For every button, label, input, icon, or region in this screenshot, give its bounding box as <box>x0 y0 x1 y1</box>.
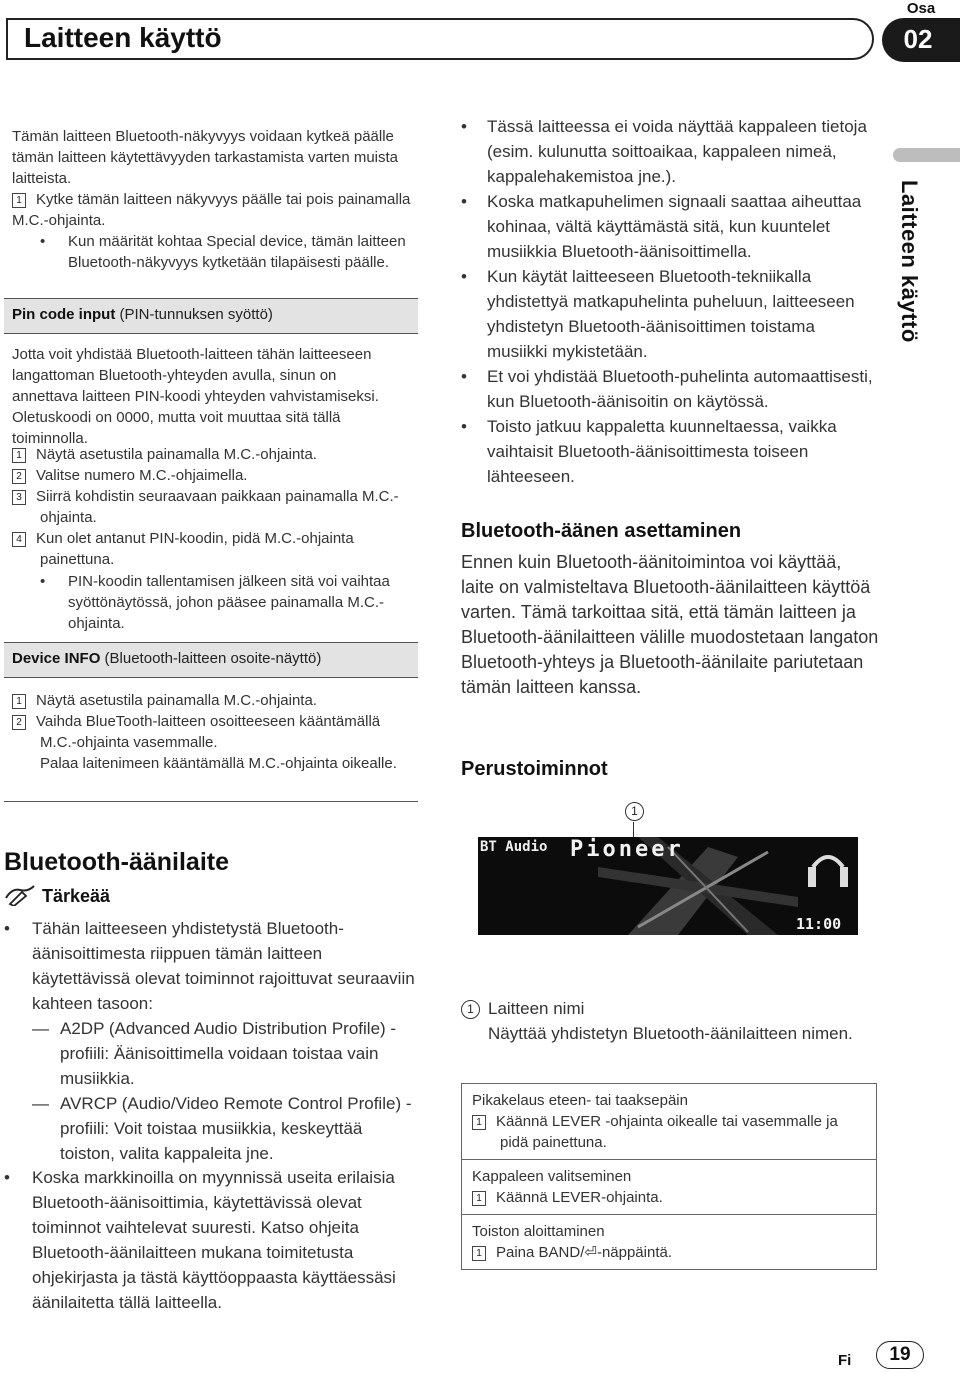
step-number: 1 <box>12 694 26 709</box>
settings-heading: Bluetooth-äänen asettaminen <box>461 520 742 542</box>
list-item <box>461 114 879 189</box>
pin-steps <box>12 444 412 570</box>
chapter-number: 02 <box>903 24 933 54</box>
bullet-dot: • <box>461 117 467 136</box>
step-text: Käännä LEVER-ohjainta. <box>496 1189 663 1206</box>
bullet-dot: • <box>4 1168 10 1187</box>
device-steps <box>12 690 402 774</box>
bullet-dot: • <box>461 367 467 386</box>
operation-title: Kappaleen valitseminen <box>472 1168 632 1185</box>
bullet-text: Et voi yhdistää Bluetooth-puhelinta automaattisesti, kun Bluetooth-äänisoitin on käytössä. <box>487 367 873 411</box>
step-number: 4 <box>12 532 26 547</box>
operations-box <box>461 1083 877 1270</box>
bullet-dot: • <box>4 919 10 938</box>
pin-step <box>12 528 412 570</box>
step-text: Kun olet antanut PIN-koodin, pidä M.C.-ohjainta painettuna. <box>36 530 354 568</box>
operation-select-track <box>462 1160 876 1215</box>
bullet-text: Kun käytät laitteeseen Bluetooth-tekniikalla yhdistettyä matkapuhelinta puheluun, laitteeseen yhdistetyn Bluetooth-äänisoittimen toistama musiikki mykistetään. <box>487 267 855 361</box>
bullet-dot: • <box>40 573 46 590</box>
pin-note <box>40 571 410 634</box>
device-heading-bold: Device INFO <box>12 650 101 667</box>
side-tab-bar <box>893 148 960 162</box>
pin-code-section-header <box>4 298 418 334</box>
list-item <box>461 264 879 364</box>
step-number: 2 <box>12 715 26 730</box>
visibility-intro: Tämän laitteen Bluetooth-näkyvyys voidaan kytkeä päälle tämän laitteen käytettävyyden tarkastamista varten muista laitteista. <box>12 128 399 187</box>
device-step-extra: Palaa laitenimeen kääntämällä M.C.-ohjainta oikealle. <box>40 755 397 772</box>
callout-leader <box>633 822 634 838</box>
basic-operations-heading: Perustoiminnot <box>461 758 608 780</box>
audio-bullet-1 <box>4 916 416 1016</box>
pin-body: Jotta voit yhdistää Bluetooth-laitteen tähän laitteeseen langattoman Bluetooth-yhteyden avulla, sinun on annettava laitteen PIN-koodi yhteyden vahvistamiseksi. Oletuskoodi on 0000, mutta voit muuttaa sitä tällä toiminnolla. <box>12 346 379 447</box>
operation-step <box>472 1187 866 1208</box>
step-number: 1 <box>472 1115 486 1130</box>
audio-device-heading: Bluetooth-äänilaite <box>4 848 230 876</box>
step-number: 1 <box>472 1191 486 1206</box>
step-text: Näytä asetustila painamalla M.C.-ohjainta. <box>36 446 317 463</box>
operation-step <box>472 1242 866 1263</box>
important-icon <box>4 884 36 906</box>
bullet-dot: • <box>461 192 467 211</box>
legend-title: Laitteen nimi <box>488 999 585 1018</box>
bullet-text: Koska matkapuhelimen signaali saattaa aiheuttaa kohinaa, vältä käyttämästä sitä, kun kuuntelet musiikkia Bluetooth-äänisoittimella. <box>487 192 862 261</box>
step-number: 3 <box>12 490 26 505</box>
side-tab-label: Laitteen käyttö <box>897 180 922 343</box>
list-item <box>461 414 879 489</box>
step-text: Näytä asetustila painamalla M.C.-ohjainta. <box>36 692 317 709</box>
step-text: Kytke tämän laitteen näkyvyys päälle tai pois painamalla M.C.-ohjainta. <box>12 191 411 229</box>
step-number: 1 <box>472 1246 486 1261</box>
step-number: 1 <box>12 193 26 208</box>
list-item <box>461 364 879 414</box>
pin-step <box>12 465 412 486</box>
step-text: Vaihda BlueTooth-laitteen osoitteeseen kääntämällä M.C.-ohjainta vasemmalle. <box>36 713 381 751</box>
bullet-dot: • <box>461 267 467 286</box>
dash-marker: — <box>32 1094 49 1113</box>
note-text: Kun määrität kohtaa Special device, tämän laitteen Bluetooth-näkyvyys kytketään tilapäisesti päälle. <box>68 233 406 271</box>
step-text: Käännä LEVER -ohjainta oikealle tai vasemmalle ja pidä painettuna. <box>496 1113 838 1151</box>
bullet-dot: • <box>461 417 467 436</box>
bullet-text: Tässä laitteessa ei voida näyttää kappaleen tietoja (esim. kulunutta soittoaikaa, kappaleen nimeä, kappalehakemistoa jne.). <box>487 117 867 186</box>
step-number: 2 <box>12 469 26 484</box>
bullet-dot: • <box>40 233 46 250</box>
step-text: Valitse numero M.C.-ohjaimella. <box>36 467 248 484</box>
section-divider <box>4 801 418 802</box>
profile-text: A2DP (Advanced Audio Distribution Profile) -profiili: Äänisoittimella voidaan toistaa vain musiikkia. <box>60 1019 397 1088</box>
display-device-name: Pioneer <box>570 837 684 862</box>
callout-marker: 1 <box>625 802 644 821</box>
page-number: 19 <box>876 1341 924 1369</box>
operation-title: Toiston aloittaminen <box>472 1223 605 1240</box>
device-heading-rest: (Bluetooth-laitteen osoite-näyttö) <box>100 650 322 667</box>
visibility-note <box>40 231 410 273</box>
pin-heading-bold: Pin code input <box>12 306 116 323</box>
step-text: Siirrä kohdistin seuraavaan paikkaan painamalla M.C.-ohjainta. <box>36 488 399 526</box>
display-clock: 11:00 <box>796 915 842 933</box>
operation-start-playback <box>462 1215 876 1269</box>
legend-item <box>461 996 879 1046</box>
note-text: PIN-koodin tallentamisen jälkeen sitä voi vaihtaa syöttönäytössä, johon pääsee painamalla M.C.-ohjainta. <box>68 573 390 632</box>
pin-step <box>12 444 412 465</box>
pin-step <box>12 486 412 528</box>
audio-bullet-2 <box>4 1165 416 1315</box>
operation-fast-forward <box>462 1084 876 1160</box>
dash-marker: — <box>32 1019 49 1038</box>
bullet-text: Koska markkinoilla on myynnissä useita erilaisia Bluetooth-äänisoittimia, käytettävissä olevat toiminnot vaihtelevat suuresti. Katso ohjeita Bluetooth-äänilaitteen mukana toimitetusta ohjekirjasta ja tästä käyttöoppaasta käyttäessäsi äänilaitetta tällä laitteella. <box>32 1168 396 1312</box>
display-source-label: BT Audio <box>480 839 548 855</box>
important-notice <box>4 884 110 910</box>
right-bullets <box>461 114 879 489</box>
profile-a2dp <box>32 1016 416 1091</box>
page-title: Laitteen käyttö <box>24 22 222 53</box>
profile-avrcp <box>32 1091 416 1166</box>
footer-language: Fi <box>838 1352 852 1369</box>
head-unit-display <box>478 837 858 935</box>
device-step <box>12 711 402 753</box>
device-info-section-header <box>4 642 418 678</box>
bullet-text: Toisto jatkuu kappaletta kuunneltaessa, vaikka vaihtaisit Bluetooth-äänisoittimesta toiseen lähteeseen. <box>487 417 837 486</box>
step-text: Paina BAND/⏎-näppäintä. <box>496 1244 673 1261</box>
operation-title: Pikakelaus eteen- tai taaksepäin <box>472 1092 688 1109</box>
device-step <box>12 690 402 711</box>
settings-body: Ennen kuin Bluetooth-äänitoimintoa voi käyttää, laite on valmisteltava Bluetooth-äänilaitteen käyttöä varten. Tämä tarkoittaa sitä, että tämän laitteen ja Bluetooth-äänilaitteen välille muodostetaan langaton Bluetooth-yhteys ja Bluetooth-äänilaite pariutetaan tämän laitteen kanssa. <box>461 552 879 697</box>
bullet-text: Tähän laitteeseen yhdistetystä Bluetooth-äänisoittimesta riippuen tämän laitteen käytettävissä olevat toiminnot rajoittuvat seuraaviin kahteen tasoon: <box>32 919 415 1013</box>
legend-marker: 1 <box>461 1000 480 1019</box>
important-label: Tärkeää <box>42 886 111 906</box>
chapter-label: Osa <box>906 0 936 17</box>
visibility-step <box>12 189 412 231</box>
legend-description: Näyttää yhdistetyn Bluetooth-äänilaitteen nimen. <box>488 1024 853 1043</box>
list-item <box>461 189 879 264</box>
step-number: 1 <box>12 448 26 463</box>
pin-heading-rest: (PIN-tunnuksen syöttö) <box>115 306 273 323</box>
profile-text: AVRCP (Audio/Video Remote Control Profile) -profiili: Voit toistaa musiikkia, keskeyttää toiston, valita kappaleita jne. <box>60 1094 412 1163</box>
operation-step <box>472 1111 866 1153</box>
